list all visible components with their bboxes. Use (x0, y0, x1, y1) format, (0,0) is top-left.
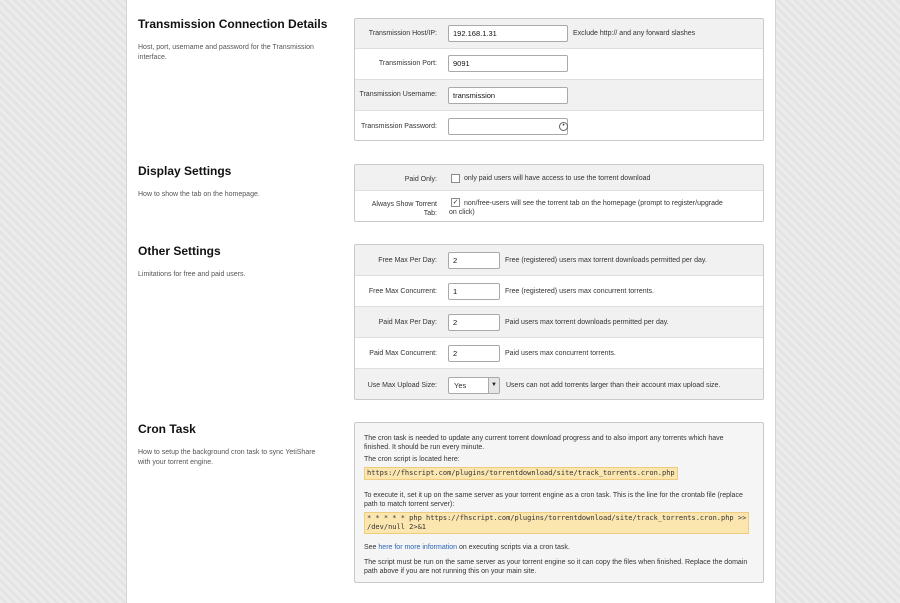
cron-see-prefix: See (364, 544, 379, 551)
max-upload-select[interactable] (448, 377, 500, 394)
transmission-title: Transmission Connection Details (138, 17, 328, 31)
host-hint: Exclude http:// and any forward slashes (573, 30, 696, 37)
port-input[interactable]: 9091 (448, 55, 568, 72)
free-max-conc-row (355, 275, 763, 306)
chevron-down-icon[interactable]: ▼ (488, 378, 499, 393)
cron-see-more (364, 543, 756, 552)
cron-desc: How to setup the background cron task to sync YetiShare with your torrent engine. (138, 449, 316, 466)
cron-script-path: https://fhscript.com/plugins/torrentdownload/site/track_torrents.cron.php (364, 467, 678, 480)
always-show-row (355, 190, 763, 221)
display-title: Display Settings (138, 164, 232, 178)
paid-max-conc-row (355, 337, 763, 368)
other-desc: Limitations for free and paid users. (138, 271, 246, 278)
always-show-label-line2: Tab: (423, 210, 437, 217)
free-max-day-hint: Free (registered) users max torrent downloads permitted per day. (505, 257, 707, 264)
host-row (355, 19, 763, 48)
paid-max-conc-input[interactable]: 2 (448, 345, 500, 362)
transmission-panel (354, 18, 764, 141)
free-max-day-label: Free Max Per Day: (378, 257, 437, 264)
free-max-conc-input[interactable]: 1 (448, 283, 500, 300)
display-panel (354, 164, 764, 222)
host-input[interactable]: 192.168.1.31 (448, 25, 568, 42)
cron-execute-line2: path to match torrent server): (364, 501, 455, 508)
username-label: Transmission Username: (359, 91, 437, 98)
always-show-hint-line1: non/free-users will see the torrent tab on the homepage (prompt to register/upgrade (464, 200, 723, 207)
free-max-day-input[interactable]: 2 (448, 252, 500, 269)
free-max-conc-hint: Free (registered) users max concurrent torrents. (505, 288, 654, 295)
always-show-hint-line2: on click) (449, 209, 475, 216)
crontab-line1: * * * * * php https://fhscript.com/plugins/torrentdownload/site/track_torrents.cron.php >> (367, 514, 747, 522)
paid-max-day-input[interactable]: 2 (448, 314, 500, 331)
cron-execute-line1: To execute it, set it up on the same server as your torrent engine as a cron task. This is the line for the crontab file (replace (364, 492, 743, 499)
cron-intro-line2: finished. It should be run every minute. (364, 444, 485, 451)
display-desc: How to show the tab on the homepage. (138, 191, 260, 198)
always-show-checkbox[interactable]: ✓ (452, 199, 459, 206)
cron-intro-line1: The cron task is needed to update any current torrent download progress and to also import any torrents which have (364, 435, 724, 442)
cron-note-line1: The script must be run on the same server as your torrent engine so it can copy the files when finished. Replace the domain (364, 559, 748, 566)
max-upload-hint: Users can not add torrents larger than their account max upload size. (506, 382, 721, 389)
paid-only-hint: only paid users will have access to use the torrent download (464, 175, 651, 182)
paid-max-day-label: Paid Max Per Day: (378, 319, 437, 326)
cron-location-text: The cron script is located here: (364, 456, 460, 463)
paid-max-conc-hint: Paid users max concurrent torrents. (505, 350, 616, 357)
eye-icon[interactable]: • (559, 122, 568, 131)
crontab-line2: /dev/null 2>&1 (367, 523, 427, 531)
always-show-label (355, 200, 437, 218)
paid-only-checkbox[interactable] (451, 174, 460, 183)
crontab-line (364, 512, 749, 534)
password-input[interactable] (448, 118, 568, 135)
paid-max-day-hint: Paid users max torrent downloads permitted per day. (505, 319, 669, 326)
cron-see-suffix: on executing scripts via a cron task. (457, 544, 570, 551)
paid-max-conc-label: Paid Max Concurrent: (369, 350, 437, 357)
host-label: Transmission Host/IP: (368, 30, 437, 37)
paid-only-row (355, 165, 763, 190)
free-max-conc-label: Free Max Concurrent: (368, 288, 437, 295)
max-upload-selected: Yes (454, 381, 467, 390)
more-info-link[interactable]: here for more information (378, 544, 457, 551)
password-label: Transmission Password: (361, 123, 437, 130)
password-row (355, 110, 763, 141)
always-show-hint (449, 199, 723, 217)
cron-panel (354, 422, 764, 583)
other-title: Other Settings (138, 244, 221, 258)
always-show-label-line1: Always Show Torrent (371, 201, 437, 208)
free-max-day-row (355, 245, 763, 275)
paid-only-label: Paid Only: (404, 176, 437, 183)
max-upload-label: Use Max Upload Size: (367, 382, 437, 389)
cron-intro (364, 434, 756, 452)
cron-note (364, 558, 756, 576)
username-row (355, 79, 763, 110)
username-input[interactable]: transmission (448, 87, 568, 104)
settings-page (126, 0, 776, 603)
port-row (355, 48, 763, 79)
other-panel (354, 244, 764, 400)
transmission-desc: Host, port, username and password for the Transmission interface. (138, 44, 314, 61)
cron-execute-text (364, 491, 756, 509)
max-upload-row (355, 368, 763, 400)
port-label: Transmission Port: (378, 60, 437, 67)
cron-note-line2: path above if you are not running this on your main site. (364, 568, 537, 575)
cron-title: Cron Task (138, 422, 196, 436)
paid-max-day-row (355, 306, 763, 337)
